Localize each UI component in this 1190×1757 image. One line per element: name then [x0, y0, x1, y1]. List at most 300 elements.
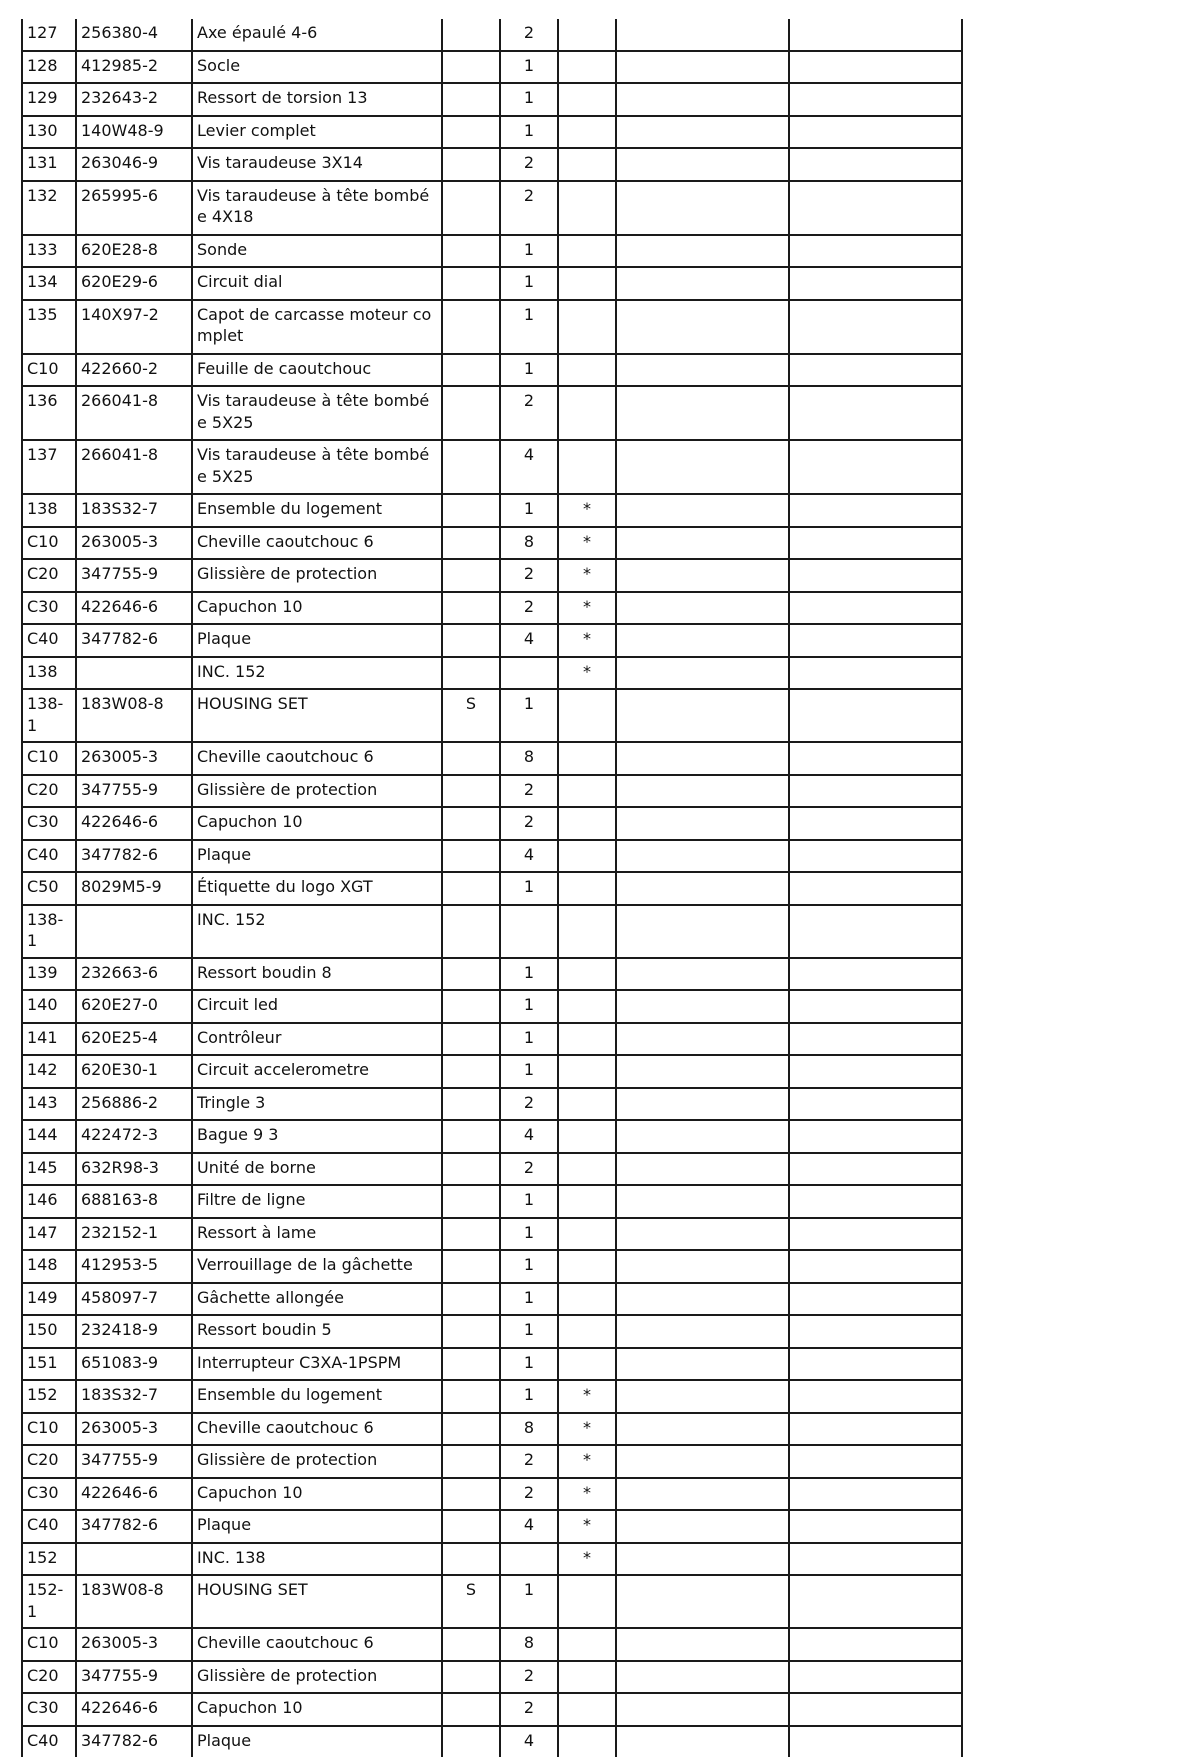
quantity-cell: 4 [500, 840, 558, 873]
note-mark-cell [558, 1185, 616, 1218]
ref-cell: 136 [22, 386, 76, 440]
part-number-cell: 620E25-4 [76, 1023, 192, 1056]
service-flag-cell: S [442, 689, 500, 742]
description-cell: Ressort boudin 5 [192, 1315, 442, 1348]
blank-cell [789, 807, 962, 840]
service-flag-cell [442, 742, 500, 775]
ref-cell: C30 [22, 1693, 76, 1726]
part-number-cell: 620E27-0 [76, 990, 192, 1023]
quantity-cell: 2 [500, 181, 558, 235]
quantity-cell: 2 [500, 148, 558, 181]
blank-cell [789, 19, 962, 51]
ref-cell: 152 [22, 1543, 76, 1576]
blank-cell [789, 689, 962, 742]
blank-cell [789, 775, 962, 808]
description-cell: Circuit accelerometre [192, 1055, 442, 1088]
ref-cell: 143 [22, 1088, 76, 1121]
service-flag-cell [442, 1628, 500, 1661]
blank-cell [616, 1315, 789, 1348]
part-number-cell: 347782-6 [76, 624, 192, 657]
table-row [22, 494, 962, 527]
blank-cell [789, 1380, 962, 1413]
table-row [22, 1218, 962, 1251]
blank-cell [789, 1315, 962, 1348]
note-mark-cell [558, 958, 616, 991]
part-number-cell: 347755-9 [76, 559, 192, 592]
description-cell: Socle [192, 51, 442, 84]
quantity-cell: 2 [500, 386, 558, 440]
quantity-cell: 2 [500, 1478, 558, 1511]
table-row [22, 905, 962, 958]
table-row [22, 1661, 962, 1694]
description-cell: Glissière de protection [192, 559, 442, 592]
description-cell: Levier complet [192, 116, 442, 149]
table-row [22, 386, 962, 440]
quantity-cell: 4 [500, 440, 558, 494]
ref-cell: 131 [22, 148, 76, 181]
note-mark-cell [558, 19, 616, 51]
table-row [22, 1315, 962, 1348]
table-row [22, 990, 962, 1023]
service-flag-cell [442, 990, 500, 1023]
part-number-cell: 183S32-7 [76, 494, 192, 527]
part-number-cell: 232152-1 [76, 1218, 192, 1251]
part-number-cell: 422646-6 [76, 1478, 192, 1511]
ref-cell: 146 [22, 1185, 76, 1218]
blank-cell [616, 1120, 789, 1153]
note-mark-cell [558, 1575, 616, 1628]
ref-cell: C10 [22, 1413, 76, 1446]
table-row [22, 181, 962, 235]
service-flag-cell [442, 1445, 500, 1478]
ref-cell: 147 [22, 1218, 76, 1251]
note-mark-cell [558, 1628, 616, 1661]
blank-cell [789, 354, 962, 387]
table-row [22, 527, 962, 560]
service-flag-cell [442, 1413, 500, 1446]
description-cell: Capot de carcasse moteur complet [192, 300, 442, 354]
table-row [22, 1055, 962, 1088]
blank-cell [789, 1693, 962, 1726]
note-mark-cell: * [558, 1380, 616, 1413]
blank-cell [789, 990, 962, 1023]
blank-cell [789, 1478, 962, 1511]
table-row [22, 1575, 962, 1628]
quantity-cell: 8 [500, 527, 558, 560]
blank-cell [789, 592, 962, 625]
blank-cell [616, 1153, 789, 1186]
part-number-cell: 347755-9 [76, 775, 192, 808]
service-flag-cell [442, 1315, 500, 1348]
table-row [22, 1693, 962, 1726]
table-row [22, 19, 962, 51]
blank-cell [616, 1543, 789, 1576]
parts-table [21, 19, 963, 1757]
note-mark-cell: * [558, 1543, 616, 1576]
blank-cell [616, 1088, 789, 1121]
quantity-cell: 2 [500, 775, 558, 808]
table-row [22, 1628, 962, 1661]
table-row [22, 1726, 962, 1757]
blank-cell [616, 624, 789, 657]
ref-cell: 138 [22, 657, 76, 690]
blank-cell [616, 1250, 789, 1283]
ref-cell: 129 [22, 83, 76, 116]
note-mark-cell [558, 51, 616, 84]
blank-cell [616, 1628, 789, 1661]
description-cell: Plaque [192, 624, 442, 657]
note-mark-cell: * [558, 1478, 616, 1511]
table-row [22, 116, 962, 149]
ref-cell: C20 [22, 559, 76, 592]
service-flag-cell [442, 1250, 500, 1283]
ref-cell: 149 [22, 1283, 76, 1316]
service-flag-cell [442, 1380, 500, 1413]
blank-cell [616, 1218, 789, 1251]
quantity-cell: 1 [500, 235, 558, 268]
description-cell: Cheville caoutchouc 6 [192, 742, 442, 775]
note-mark-cell [558, 807, 616, 840]
quantity-cell: 8 [500, 1628, 558, 1661]
note-mark-cell [558, 872, 616, 905]
ref-cell: 152 [22, 1380, 76, 1413]
table-row [22, 300, 962, 354]
ref-cell: C10 [22, 527, 76, 560]
service-flag-cell [442, 386, 500, 440]
table-row [22, 1250, 962, 1283]
blank-cell [789, 527, 962, 560]
note-mark-cell [558, 742, 616, 775]
blank-cell [616, 840, 789, 873]
table-row [22, 1283, 962, 1316]
ref-cell: 133 [22, 235, 76, 268]
service-flag-cell [442, 807, 500, 840]
part-number-cell: 632R98-3 [76, 1153, 192, 1186]
part-number-cell: 651083-9 [76, 1348, 192, 1381]
ref-cell: C20 [22, 1661, 76, 1694]
ref-cell: C40 [22, 1726, 76, 1757]
blank-cell [616, 1575, 789, 1628]
quantity-cell: 4 [500, 624, 558, 657]
ref-cell: 151 [22, 1348, 76, 1381]
table-row [22, 1413, 962, 1446]
service-flag-cell [442, 300, 500, 354]
description-cell: Verrouillage de la gâchette [192, 1250, 442, 1283]
part-number-cell [76, 657, 192, 690]
table-row [22, 235, 962, 268]
description-cell: Vis taraudeuse à tête bombée 5X25 [192, 440, 442, 494]
blank-cell [616, 51, 789, 84]
blank-cell [789, 148, 962, 181]
ref-cell: 152-1 [22, 1575, 76, 1628]
quantity-cell: 1 [500, 1218, 558, 1251]
table-row [22, 840, 962, 873]
ref-cell: 145 [22, 1153, 76, 1186]
table-row [22, 1510, 962, 1543]
quantity-cell: 4 [500, 1510, 558, 1543]
blank-cell [616, 1478, 789, 1511]
note-mark-cell [558, 1250, 616, 1283]
service-flag-cell [442, 1510, 500, 1543]
table-row [22, 657, 962, 690]
blank-cell [789, 83, 962, 116]
service-flag-cell [442, 116, 500, 149]
blank-cell [616, 1445, 789, 1478]
blank-cell [789, 1413, 962, 1446]
part-number-cell: 263005-3 [76, 1628, 192, 1661]
blank-cell [789, 1575, 962, 1628]
description-cell: Capuchon 10 [192, 1693, 442, 1726]
quantity-cell: 1 [500, 1315, 558, 1348]
service-flag-cell [442, 775, 500, 808]
quantity-cell: 8 [500, 1413, 558, 1446]
blank-cell [616, 807, 789, 840]
quantity-cell: 2 [500, 1445, 558, 1478]
blank-cell [789, 1250, 962, 1283]
blank-cell [789, 872, 962, 905]
blank-cell [789, 1120, 962, 1153]
table-row [22, 1348, 962, 1381]
quantity-cell: 1 [500, 354, 558, 387]
table-row [22, 624, 962, 657]
description-cell: Filtre de ligne [192, 1185, 442, 1218]
description-cell: Axe épaulé 4-6 [192, 19, 442, 51]
description-cell: Ressort à lame [192, 1218, 442, 1251]
blank-cell [789, 1023, 962, 1056]
part-number-cell [76, 1543, 192, 1576]
description-cell: Glissière de protection [192, 1661, 442, 1694]
ref-cell: C10 [22, 354, 76, 387]
description-cell: Vis taraudeuse à tête bombée 5X25 [192, 386, 442, 440]
blank-cell [789, 905, 962, 958]
note-mark-cell [558, 181, 616, 235]
note-mark-cell: * [558, 494, 616, 527]
blank-cell [789, 559, 962, 592]
blank-cell [789, 840, 962, 873]
blank-cell [616, 354, 789, 387]
service-flag-cell [442, 1218, 500, 1251]
part-number-cell: 183W08-8 [76, 689, 192, 742]
quantity-cell: 1 [500, 1055, 558, 1088]
note-mark-cell [558, 116, 616, 149]
service-flag-cell [442, 657, 500, 690]
note-mark-cell: * [558, 624, 616, 657]
description-cell: INC. 138 [192, 1543, 442, 1576]
blank-cell [616, 1726, 789, 1757]
part-number-cell: 266041-8 [76, 386, 192, 440]
description-cell: Ressort de torsion 13 [192, 83, 442, 116]
note-mark-cell [558, 148, 616, 181]
service-flag-cell [442, 19, 500, 51]
table-row [22, 267, 962, 300]
table-row [22, 1543, 962, 1576]
table-row [22, 440, 962, 494]
table-row [22, 775, 962, 808]
description-cell: Ressort boudin 8 [192, 958, 442, 991]
note-mark-cell [558, 1661, 616, 1694]
part-number-cell: 422472-3 [76, 1120, 192, 1153]
blank-cell [616, 742, 789, 775]
note-mark-cell [558, 440, 616, 494]
ref-cell: C20 [22, 1445, 76, 1478]
description-cell: Unité de borne [192, 1153, 442, 1186]
description-cell: Plaque [192, 1510, 442, 1543]
service-flag-cell [442, 840, 500, 873]
note-mark-cell: * [558, 657, 616, 690]
note-mark-cell [558, 1726, 616, 1757]
quantity-cell: 2 [500, 807, 558, 840]
table-row [22, 1380, 962, 1413]
part-number-cell: 347755-9 [76, 1661, 192, 1694]
part-number-cell: 347755-9 [76, 1445, 192, 1478]
table-row [22, 1088, 962, 1121]
quantity-cell: 1 [500, 958, 558, 991]
part-number-cell: 140W48-9 [76, 116, 192, 149]
ref-cell: C10 [22, 742, 76, 775]
blank-cell [616, 440, 789, 494]
part-number-cell: 620E29-6 [76, 267, 192, 300]
ref-cell: 128 [22, 51, 76, 84]
blank-cell [789, 624, 962, 657]
blank-cell [616, 905, 789, 958]
description-cell: HOUSING SET [192, 689, 442, 742]
blank-cell [789, 657, 962, 690]
quantity-cell [500, 657, 558, 690]
service-flag-cell [442, 1088, 500, 1121]
ref-cell: 141 [22, 1023, 76, 1056]
table-row [22, 689, 962, 742]
note-mark-cell [558, 689, 616, 742]
ref-cell: 144 [22, 1120, 76, 1153]
quantity-cell: 2 [500, 19, 558, 51]
description-cell: Glissière de protection [192, 775, 442, 808]
table-row [22, 742, 962, 775]
ref-cell: 138 [22, 494, 76, 527]
quantity-cell: 1 [500, 300, 558, 354]
blank-cell [789, 386, 962, 440]
description-cell: Ensemble du logement [192, 1380, 442, 1413]
blank-cell [616, 775, 789, 808]
service-flag-cell [442, 1348, 500, 1381]
table-row [22, 83, 962, 116]
quantity-cell: 1 [500, 1283, 558, 1316]
blank-cell [789, 51, 962, 84]
blank-cell [616, 872, 789, 905]
quantity-cell [500, 1543, 558, 1576]
part-number-cell: 263046-9 [76, 148, 192, 181]
note-mark-cell [558, 235, 616, 268]
blank-cell [616, 1693, 789, 1726]
service-flag-cell [442, 1055, 500, 1088]
blank-cell [789, 181, 962, 235]
service-flag-cell [442, 267, 500, 300]
description-cell: Interrupteur C3XA-1PSPM [192, 1348, 442, 1381]
blank-cell [789, 958, 962, 991]
part-number-cell: 458097-7 [76, 1283, 192, 1316]
blank-cell [789, 1543, 962, 1576]
ref-cell: 137 [22, 440, 76, 494]
blank-cell [616, 19, 789, 51]
blank-cell [789, 1218, 962, 1251]
table-row [22, 354, 962, 387]
blank-cell [616, 267, 789, 300]
note-mark-cell: * [558, 559, 616, 592]
blank-cell [616, 1380, 789, 1413]
note-mark-cell [558, 1023, 616, 1056]
quantity-cell: 1 [500, 267, 558, 300]
blank-cell [616, 116, 789, 149]
ref-cell: 135 [22, 300, 76, 354]
ref-cell: C10 [22, 1628, 76, 1661]
blank-cell [789, 1283, 962, 1316]
blank-cell [789, 1510, 962, 1543]
part-number-cell: 347782-6 [76, 840, 192, 873]
service-flag-cell [442, 1726, 500, 1757]
ref-cell: 140 [22, 990, 76, 1023]
description-cell: Cheville caoutchouc 6 [192, 527, 442, 560]
part-number-cell: 620E28-8 [76, 235, 192, 268]
service-flag-cell [442, 1120, 500, 1153]
description-cell: Feuille de caoutchouc [192, 354, 442, 387]
quantity-cell [500, 905, 558, 958]
ref-cell: 138-1 [22, 905, 76, 958]
blank-cell [616, 689, 789, 742]
ref-cell: C50 [22, 872, 76, 905]
note-mark-cell [558, 990, 616, 1023]
service-flag-cell [442, 958, 500, 991]
note-mark-cell [558, 354, 616, 387]
description-cell: INC. 152 [192, 657, 442, 690]
service-flag-cell [442, 872, 500, 905]
service-flag-cell [442, 1153, 500, 1186]
service-flag-cell [442, 1023, 500, 1056]
service-flag-cell: S [442, 1575, 500, 1628]
description-cell: Tringle 3 [192, 1088, 442, 1121]
blank-cell [789, 742, 962, 775]
quantity-cell: 1 [500, 1380, 558, 1413]
blank-cell [789, 1445, 962, 1478]
description-cell: Cheville caoutchouc 6 [192, 1413, 442, 1446]
part-number-cell: 688163-8 [76, 1185, 192, 1218]
part-number-cell: 256380-4 [76, 19, 192, 51]
blank-cell [616, 386, 789, 440]
service-flag-cell [442, 1693, 500, 1726]
blank-cell [789, 1088, 962, 1121]
note-mark-cell [558, 905, 616, 958]
note-mark-cell [558, 1693, 616, 1726]
quantity-cell: 2 [500, 1661, 558, 1694]
service-flag-cell [442, 624, 500, 657]
service-flag-cell [442, 494, 500, 527]
ref-cell: 138-1 [22, 689, 76, 742]
part-number-cell: 266041-8 [76, 440, 192, 494]
quantity-cell: 1 [500, 51, 558, 84]
note-mark-cell [558, 1055, 616, 1088]
quantity-cell: 1 [500, 1348, 558, 1381]
description-cell: Circuit dial [192, 267, 442, 300]
note-mark-cell [558, 267, 616, 300]
part-number-cell: 140X97-2 [76, 300, 192, 354]
note-mark-cell: * [558, 1445, 616, 1478]
service-flag-cell [442, 905, 500, 958]
description-cell: Capuchon 10 [192, 592, 442, 625]
blank-cell [616, 83, 789, 116]
description-cell: Vis taraudeuse 3X14 [192, 148, 442, 181]
table-row [22, 872, 962, 905]
blank-cell [616, 1283, 789, 1316]
table-row [22, 51, 962, 84]
note-mark-cell: * [558, 527, 616, 560]
